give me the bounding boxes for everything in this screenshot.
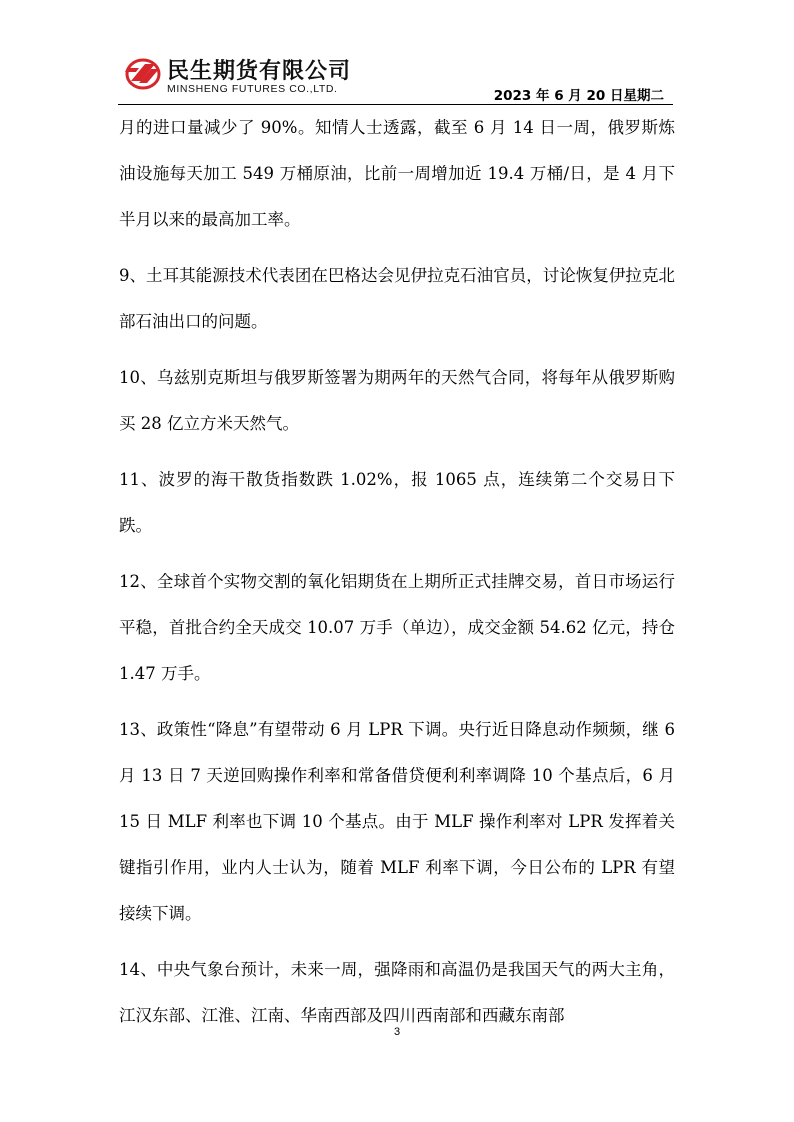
- news-item-10: 10、乌兹别克斯坦与俄罗斯签署为期两年的天然气合同，将每年从俄罗斯购买 28 亿立方米天然气。: [119, 368, 675, 433]
- page-number: 3: [393, 1026, 401, 1038]
- news-item-14: 14、中央气象台预计，未来一周，强降雨和高温仍是我国天气的两大主角，江汉东部、江淮、江南、华南西部及四川西南部和西藏东南部: [119, 960, 675, 1025]
- news-item-12: 12、全球首个实物交割的氧化铝期货在上期所正式挂牌交易，首日市场运行平稳，首批合约全天成交 10.07 万手（单边），成交金额 54.62 亿元，持仓 1.47 万手。: [119, 572, 675, 683]
- paragraph-continued: 月的进口量减少了 90%。知情人士透露，截至 6 月 14 日一周，俄罗斯炼油设施每天加工 549 万桶原油，比前一周增加近 19.4 万桶/日，是 4 月下半月以来的最高加工率。: [119, 118, 675, 229]
- logo-english-name: MINSHENG FUTURES CO.,LTD.: [167, 83, 338, 95]
- news-item-9: 9、土耳其能源技术代表团在巴格达会见伊拉克石油官员，讨论恢复伊拉克北部石油出口的问题。: [119, 266, 675, 331]
- logo-chinese-name: 民生期货有限公司: [167, 59, 352, 84]
- minsheng-logo-icon: [125, 56, 163, 90]
- company-logo: [125, 56, 365, 100]
- page-header: [0, 0, 794, 106]
- news-item-11: 11、波罗的海干散货指数跌 1.02%，报 1065 点，连续第二个交易日下跌。: [119, 470, 675, 535]
- news-item-13: 13、政策性“降息”有望带动 6 月 LPR 下调。央行近日降息动作频频，继 6 月 13 日 7 天逆回购操作利率和常备借贷便利利率调降 10 个基点后，6 月 15 日 MLF 利率也下调 10 个基点。由于 MLF 操作利率对 LPR 发挥着关键指引作用，业内人士认为，随着 MLF 利率下调，今日公布的 LPR 有望接续下调。: [119, 720, 675, 923]
- report-body: [119, 105, 675, 1049]
- report-date: 2023 年 6 月 20 日星期二: [493, 88, 664, 104]
